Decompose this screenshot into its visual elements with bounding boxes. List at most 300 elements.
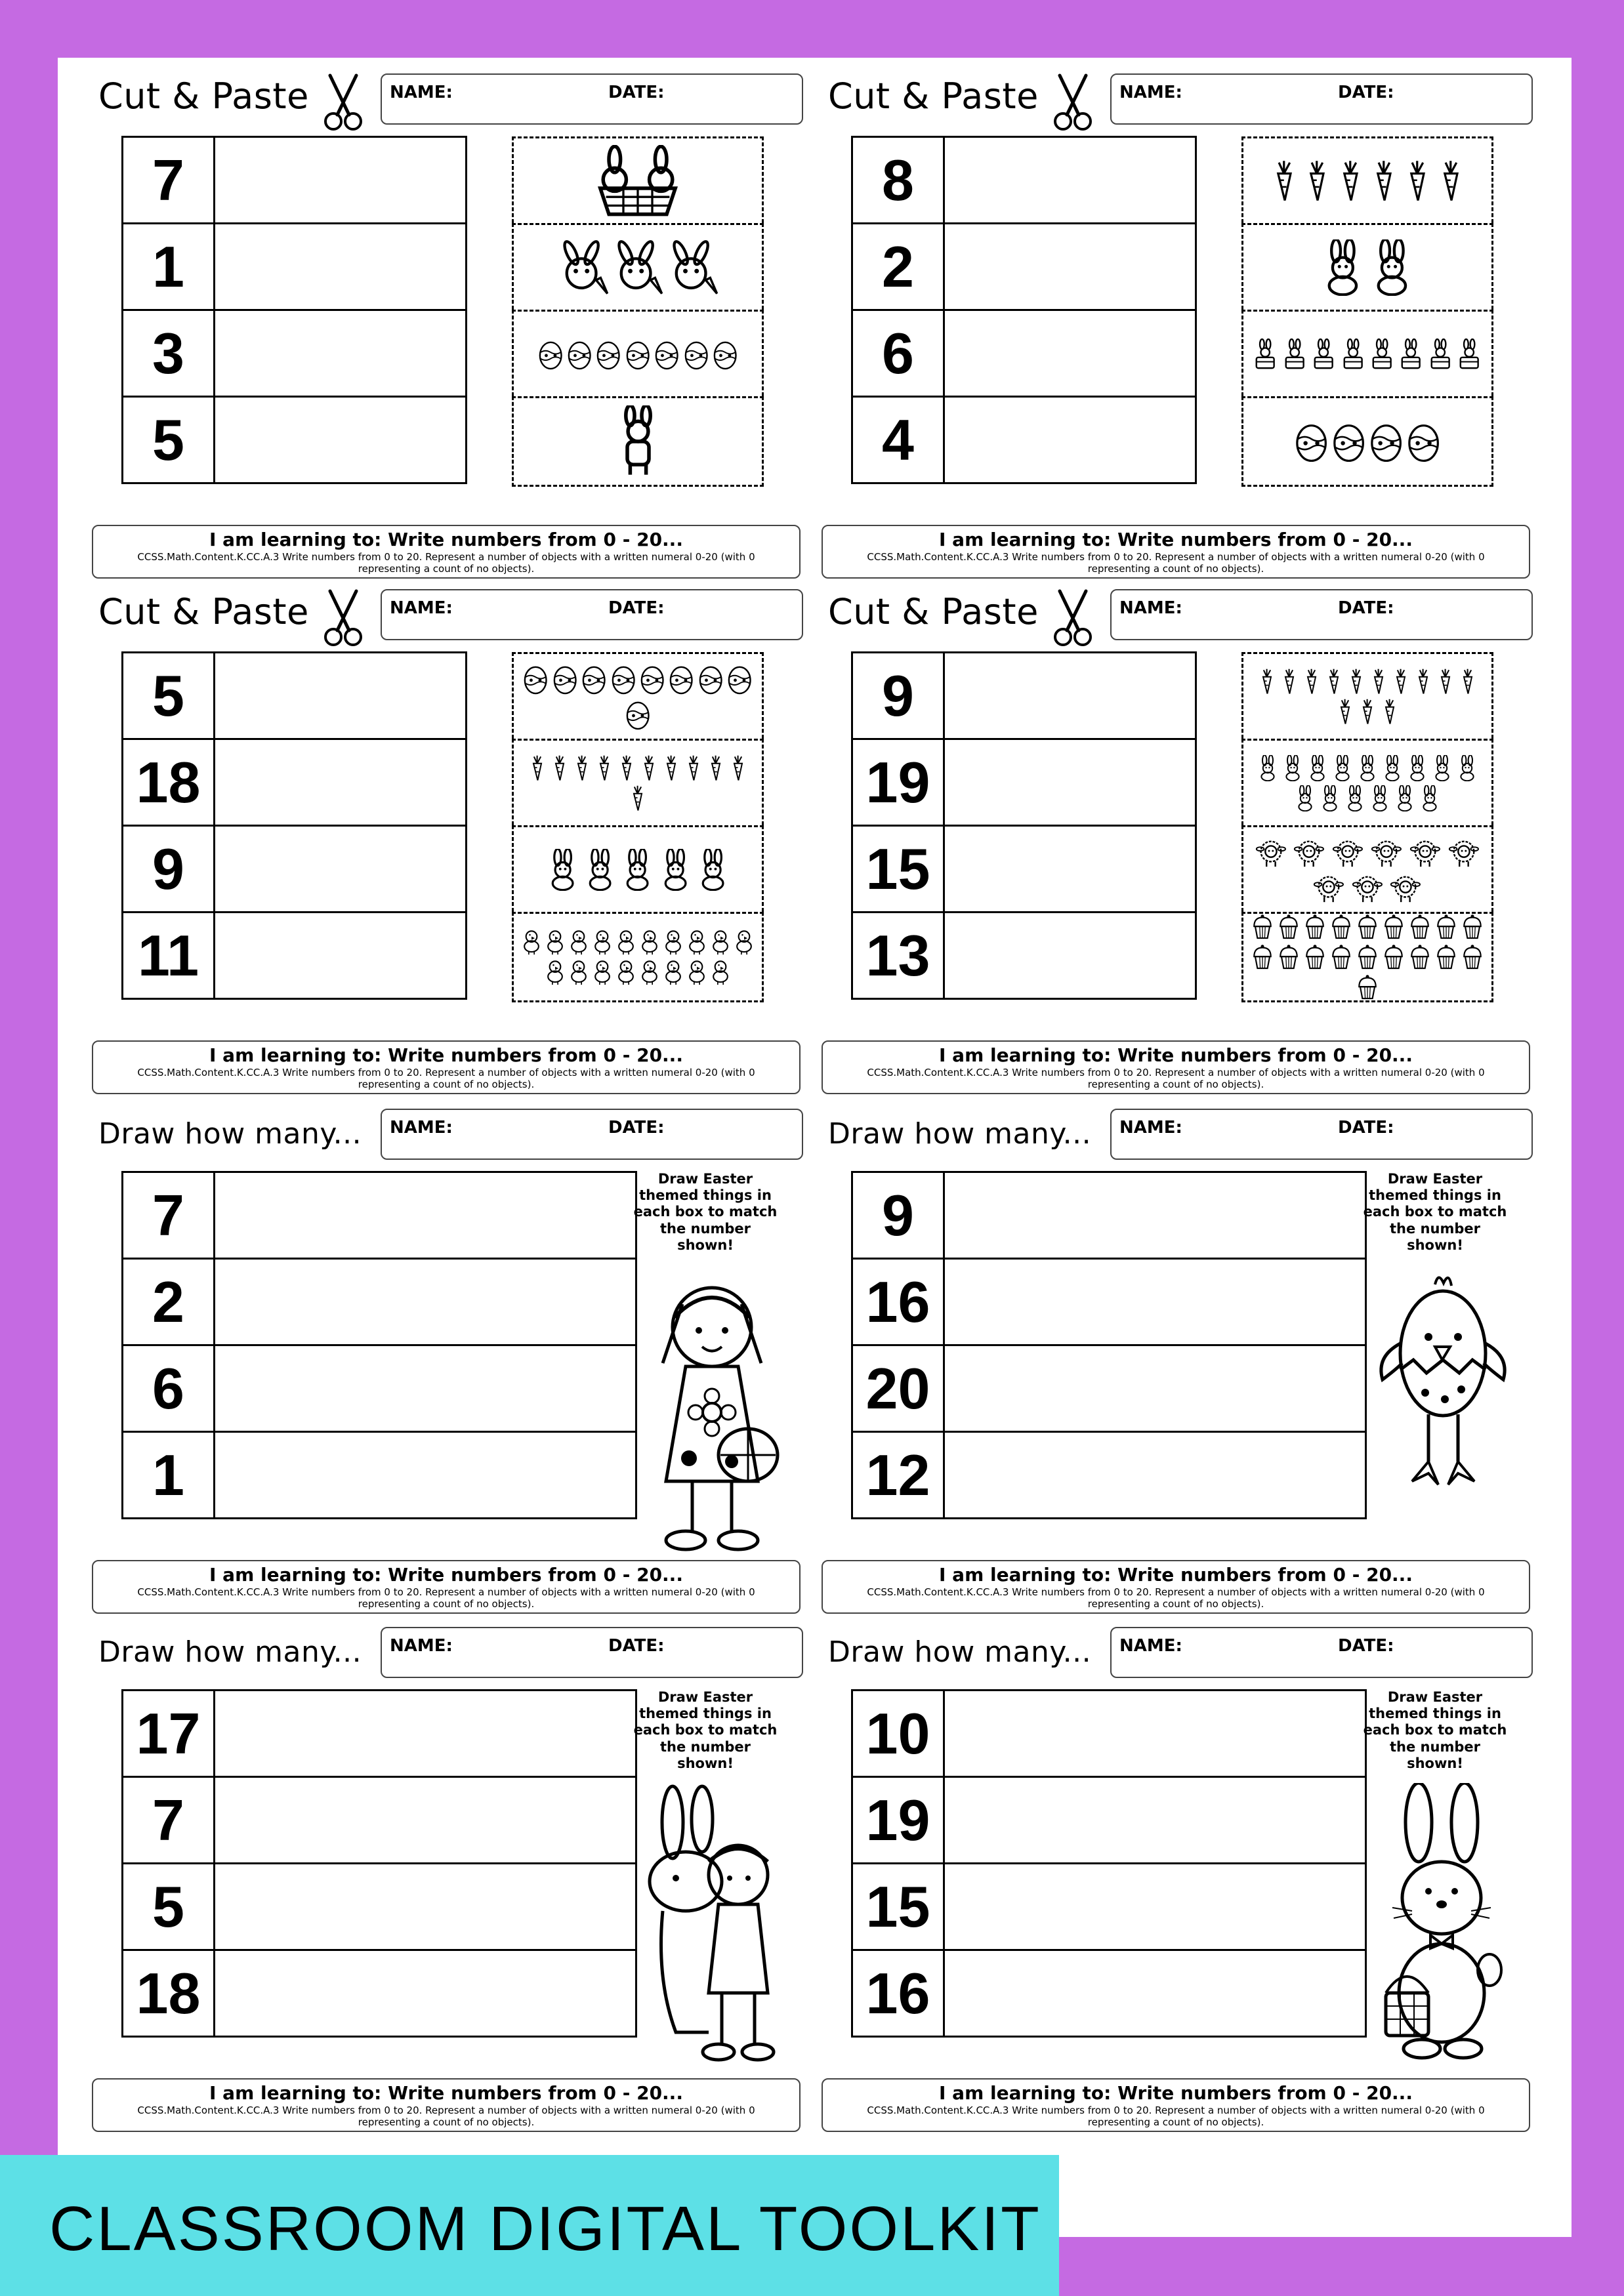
chick-icon: [522, 929, 541, 955]
draw-box[interactable]: [215, 1777, 636, 1864]
learning-goal-box: [822, 525, 1530, 579]
cut-paste-worksheet: [789, 59, 1518, 577]
draw-box[interactable]: [944, 1950, 1366, 2037]
draw-box[interactable]: [215, 1259, 636, 1345]
learning-goal-title: I am learning to: Write numbers from 0 - 20...: [939, 1044, 1413, 1066]
cutout-column: [1241, 136, 1493, 487]
cupcake-icon: [1383, 944, 1405, 970]
carrot-icon: [1358, 699, 1377, 725]
name-label: NAME:: [1119, 83, 1182, 102]
number-cell: 13: [852, 912, 944, 999]
carrot-icon: [1414, 668, 1432, 695]
easter-egg-icon: [698, 663, 723, 695]
draw-box[interactable]: [944, 1777, 1366, 1864]
lamb-icon: [1254, 836, 1289, 868]
paste-box[interactable]: [944, 826, 1196, 912]
paste-box[interactable]: [944, 310, 1196, 397]
number-cell: 5: [123, 397, 215, 483]
bunny-icon: [546, 849, 579, 891]
bunny-basket-icon: [580, 145, 696, 217]
name-label: NAME:: [390, 598, 453, 618]
bunny-cake-icon: [1253, 338, 1278, 370]
worksheet-title: Draw how many...: [828, 1635, 1092, 1669]
carrot-icon: [640, 755, 658, 781]
bunny-carrot-icon: [558, 239, 608, 296]
learning-goal-title: I am learning to: Write numbers from 0 - 20...: [939, 529, 1413, 550]
draw-how-many-worksheet: [789, 1094, 1518, 1612]
name-date-box: [381, 73, 803, 125]
draw-box[interactable]: [215, 1432, 636, 1519]
number-cell: 18: [123, 1950, 215, 2037]
carrot-icon: [1347, 668, 1365, 695]
cupcake-icon: [1356, 944, 1379, 970]
cut-paste-worksheet: [59, 575, 789, 1093]
number-cell: 17: [123, 1691, 215, 1777]
learning-goal-title: I am learning to: Write numbers from 0 - 20...: [209, 2082, 683, 2104]
number-cell: 11: [123, 912, 215, 999]
table-row: [852, 310, 1196, 397]
paste-box[interactable]: [215, 224, 467, 310]
table-row: [123, 826, 467, 912]
carrot-icon: [1369, 668, 1388, 695]
carrot-icon: [1459, 668, 1477, 695]
paste-box[interactable]: [215, 653, 467, 739]
draw-box[interactable]: [215, 1345, 636, 1432]
number-cell: 15: [852, 826, 944, 912]
carrot-icon: [662, 755, 680, 781]
name-date-box: [381, 1109, 803, 1160]
number-table: [121, 1171, 637, 1519]
number-cell: 15: [852, 1864, 944, 1950]
date-label: DATE:: [1338, 1636, 1394, 1656]
paste-box[interactable]: [215, 912, 467, 999]
learning-goal-title: I am learning to: Write numbers from 0 - 20...: [939, 2082, 1413, 2104]
carrot-icon: [1270, 160, 1299, 202]
paste-box[interactable]: [215, 739, 467, 826]
name-label: NAME:: [390, 1636, 453, 1656]
name-label: NAME:: [1119, 1636, 1182, 1656]
draw-box[interactable]: [215, 1864, 636, 1950]
scissors-icon: [1050, 69, 1096, 134]
cutout-card[interactable]: [512, 825, 764, 912]
cupcake-icon: [1278, 914, 1300, 940]
bunny-icon: [1407, 755, 1428, 781]
table-row: [852, 137, 1196, 224]
bunny-cake-icon: [1398, 338, 1423, 370]
table-row: [852, 826, 1196, 912]
chick-in-egg-icon: [1366, 1265, 1517, 1560]
chick-icon: [616, 959, 636, 985]
learning-goal-title: I am learning to: Write numbers from 0 - 20...: [209, 1564, 683, 1586]
bunny-icon: [1382, 755, 1403, 781]
standard-text: CCSS.Math.Content.K.CC.A.3 Write numbers from 0 to 20. Represent a number of objects with a written numeral 0-20 (with 0 representing a count of no objects).: [867, 2104, 1485, 2129]
bunny-icon: [659, 849, 692, 891]
paste-box[interactable]: [944, 912, 1196, 999]
carrot-icon: [629, 785, 647, 811]
cupcake-icon: [1356, 974, 1379, 1000]
easter-egg-icon: [625, 338, 650, 370]
cutout-card[interactable]: [512, 739, 764, 825]
bunny-icon: [1282, 755, 1303, 781]
number-table: [121, 1689, 637, 2038]
draw-how-many-worksheet: [59, 1612, 789, 2131]
number-cell: 5: [123, 1864, 215, 1950]
cupcake-icon: [1461, 944, 1484, 970]
bunny-icon: [1320, 239, 1365, 296]
paste-box[interactable]: [215, 137, 467, 224]
worksheet-title: Cut & Paste: [98, 75, 309, 117]
chick-icon: [640, 959, 659, 985]
number-cell: 20: [852, 1345, 944, 1432]
draw-instruction: Draw Easter themed things in each box to match the number shown!: [1363, 1171, 1507, 1253]
easter-egg-icon: [625, 699, 650, 730]
number-cell: 16: [852, 1950, 944, 2037]
date-label: DATE:: [608, 1636, 665, 1656]
bunny-icon: [1394, 785, 1415, 811]
chick-icon: [545, 929, 565, 955]
table-row: [123, 310, 467, 397]
table-row: [852, 912, 1196, 999]
number-cell: 8: [852, 137, 944, 224]
easter-egg-icon: [538, 338, 563, 370]
name-date-box: [381, 1627, 803, 1678]
name-date-box: [1110, 1627, 1533, 1678]
paste-box[interactable]: [944, 224, 1196, 310]
carrot-icon: [1392, 668, 1410, 695]
table-row: [123, 739, 467, 826]
cutout-column: [512, 136, 764, 487]
number-cell: 10: [852, 1691, 944, 1777]
lamb-icon: [1369, 836, 1404, 868]
number-table: [851, 1689, 1367, 2038]
lamb-icon: [1350, 872, 1385, 903]
carrot-icon: [707, 755, 725, 781]
learning-goal-box: [92, 1560, 801, 1614]
number-cell: 9: [123, 826, 215, 912]
cutout-column: [1241, 652, 1493, 1002]
date-label: DATE:: [1338, 1118, 1394, 1138]
standard-text: CCSS.Math.Content.K.CC.A.3 Write numbers from 0 to 20. Represent a number of objects with a written numeral 0-20 (with 0 representing a count of no objects).: [867, 550, 1485, 575]
standard-text: CCSS.Math.Content.K.CC.A.3 Write numbers from 0 to 20. Represent a number of objects with a written numeral 0-20 (with 0 representing a count of no objects).: [137, 550, 755, 575]
bunny-icon: [621, 849, 654, 891]
carrot-icon: [528, 755, 547, 781]
number-cell: 9: [852, 653, 944, 739]
number-cell: 7: [123, 137, 215, 224]
bunny-icon: [1295, 785, 1316, 811]
easter-egg-icon: [654, 338, 679, 370]
cupcake-icon: [1330, 914, 1352, 940]
chick-icon: [569, 929, 589, 955]
table-row: [852, 1691, 1366, 1777]
chick-icon: [593, 929, 612, 955]
draw-box[interactable]: [944, 1259, 1366, 1345]
easter-egg-icon: [552, 663, 577, 695]
bunny-icon: [1307, 755, 1328, 781]
cupcake-icon: [1251, 914, 1274, 940]
standard-text: CCSS.Math.Content.K.CC.A.3 Write numbers from 0 to 20. Represent a number of objects with a written numeral 0-20 (with 0 representing a count of no objects).: [137, 1066, 755, 1091]
bunny-icon: [1357, 755, 1378, 781]
bunny-icon: [1432, 755, 1453, 781]
chick-icon: [711, 929, 730, 955]
table-row: [852, 1172, 1366, 1259]
carrot-icon: [1403, 160, 1432, 202]
number-cell: 2: [852, 224, 944, 310]
paste-box[interactable]: [944, 739, 1196, 826]
table-row: [123, 137, 467, 224]
table-row: [852, 1950, 1366, 2037]
table-row: [123, 1432, 636, 1519]
learning-goal-box: [92, 1040, 801, 1094]
easter-egg-icon: [581, 663, 606, 695]
standard-text: CCSS.Math.Content.K.CC.A.3 Write numbers from 0 to 20. Represent a number of objects with a written numeral 0-20 (with 0 representing a count of no objects).: [867, 1066, 1485, 1091]
standard-text: CCSS.Math.Content.K.CC.A.3 Write numbers from 0 to 20. Represent a number of objects with a written numeral 0-20 (with 0 representing a count of no objects).: [867, 1586, 1485, 1610]
carrot-icon: [1436, 668, 1455, 695]
cutout-card[interactable]: [1241, 912, 1493, 1002]
cut-paste-worksheet: [59, 59, 789, 577]
chick-icon: [545, 959, 565, 985]
scissors-icon: [320, 69, 366, 134]
worksheet-title: Draw how many...: [98, 1117, 362, 1151]
easter-egg-icon: [640, 663, 665, 695]
number-cell: 7: [123, 1172, 215, 1259]
worksheet-title: Cut & Paste: [828, 591, 1039, 632]
chick-icon: [687, 959, 707, 985]
easter-egg-icon: [713, 338, 738, 370]
cutout-card[interactable]: [1241, 223, 1493, 310]
bunny-carrot-icon: [612, 239, 663, 296]
worksheet-title: Draw how many...: [98, 1635, 362, 1669]
cupcake-icon: [1383, 914, 1405, 940]
scissors-icon: [1050, 584, 1096, 650]
paste-box[interactable]: [215, 826, 467, 912]
table-row: [123, 1777, 636, 1864]
easter-egg-icon: [523, 663, 548, 695]
cutout-card[interactable]: [1241, 739, 1493, 825]
number-cell: 6: [852, 310, 944, 397]
carrot-icon: [1436, 160, 1466, 202]
name-date-box: [1110, 589, 1533, 640]
easter-egg-icon: [596, 338, 621, 370]
learning-goal-box: [822, 1040, 1530, 1094]
bunny-icon: [583, 849, 617, 891]
carrot-icon: [551, 755, 569, 781]
chick-icon: [616, 929, 636, 955]
carrot-icon: [1280, 668, 1299, 695]
learning-goal-box: [822, 1560, 1530, 1614]
table-row: [123, 912, 467, 999]
carrot-icon: [1258, 668, 1276, 695]
easter-egg-icon: [1369, 420, 1403, 462]
easter-egg-icon: [611, 663, 636, 695]
girl-with-basket-icon: [636, 1265, 787, 1560]
cutout-column: [512, 652, 764, 1002]
bunny-icon: [1332, 755, 1353, 781]
easter-egg-icon: [669, 663, 694, 695]
paste-box[interactable]: [215, 310, 467, 397]
table-row: [123, 1259, 636, 1345]
number-table: [851, 136, 1197, 484]
bunny-icon: [1457, 755, 1478, 781]
cutout-card[interactable]: [1241, 136, 1493, 223]
easter-egg-icon: [1407, 420, 1440, 462]
cutout-card[interactable]: [1241, 652, 1493, 739]
cupcake-icon: [1409, 914, 1431, 940]
name-label: NAME:: [1119, 1118, 1182, 1138]
carrot-icon: [1381, 699, 1399, 725]
cutout-card[interactable]: [512, 396, 764, 487]
draw-box[interactable]: [944, 1172, 1366, 1259]
learning-goal-title: I am learning to: Write numbers from 0 - 20...: [939, 1564, 1413, 1586]
paste-box[interactable]: [215, 397, 467, 483]
carrot-icon: [1325, 668, 1343, 695]
table-row: [123, 1691, 636, 1777]
number-cell: 18: [123, 739, 215, 826]
draw-box[interactable]: [215, 1172, 636, 1259]
cutout-card[interactable]: [512, 136, 764, 223]
draw-box[interactable]: [944, 1691, 1366, 1777]
cupcake-icon: [1356, 914, 1379, 940]
table-row: [852, 1864, 1366, 1950]
number-cell: 5: [123, 653, 215, 739]
draw-box[interactable]: [944, 1432, 1366, 1519]
number-cell: 19: [852, 1777, 944, 1864]
chick-icon: [663, 929, 683, 955]
carrot-icon: [573, 755, 591, 781]
table-row: [123, 1864, 636, 1950]
draw-instruction: Draw Easter themed things in each box to match the number shown!: [633, 1171, 778, 1253]
number-cell: 1: [123, 1432, 215, 1519]
paste-box[interactable]: [944, 397, 1196, 483]
easter-egg-icon: [567, 338, 592, 370]
date-label: DATE:: [608, 598, 665, 618]
lamb-icon: [1292, 836, 1327, 868]
number-cell: 9: [852, 1172, 944, 1259]
cupcake-icon: [1330, 944, 1352, 970]
learning-goal-title: I am learning to: Write numbers from 0 - 20...: [209, 529, 683, 550]
chick-icon: [593, 959, 612, 985]
chick-icon: [569, 959, 589, 985]
cupcake-icon: [1435, 914, 1457, 940]
carrot-icon: [1302, 668, 1321, 695]
bunny-cake-icon: [1311, 338, 1336, 370]
bunny-icon: [1320, 785, 1341, 811]
standard-text: CCSS.Math.Content.K.CC.A.3 Write numbers from 0 to 20. Represent a number of objects with a written numeral 0-20 (with 0 representing a count of no objects).: [137, 1586, 755, 1610]
bunny-with-basket-icon: [1366, 1783, 1517, 2078]
learning-goal-box: [92, 525, 801, 579]
cupcake-icon: [1304, 914, 1326, 940]
cutout-card[interactable]: [512, 912, 764, 1002]
lamb-icon: [1312, 872, 1346, 903]
bunny-carrot-icon: [667, 239, 718, 296]
table-row: [852, 653, 1196, 739]
cupcake-icon: [1251, 944, 1274, 970]
cupcake-icon: [1461, 914, 1484, 940]
easter-egg-icon: [684, 338, 709, 370]
easter-egg-icon: [1332, 420, 1365, 462]
learning-goal-box: [822, 2078, 1530, 2132]
carrot-icon: [1369, 160, 1399, 202]
carrot-icon: [595, 755, 614, 781]
draw-box[interactable]: [944, 1864, 1366, 1950]
draw-instruction: Draw Easter themed things in each box to match the number shown!: [633, 1689, 778, 1771]
draw-box[interactable]: [215, 1950, 636, 2037]
carrot-icon: [684, 755, 703, 781]
table-row: [123, 653, 467, 739]
bunny-cake-icon: [1369, 338, 1394, 370]
date-label: DATE:: [608, 83, 665, 102]
table-row: [123, 397, 467, 483]
worksheet-title: Cut & Paste: [828, 75, 1039, 117]
bunny-icon: [1369, 239, 1415, 296]
number-cell: 7: [123, 1777, 215, 1864]
cut-paste-worksheet: [789, 575, 1518, 1093]
number-cell: 12: [852, 1432, 944, 1519]
cutout-card[interactable]: [512, 652, 764, 739]
brand-banner-text: CLASSROOM DIGITAL TOOLKIT: [49, 2194, 1041, 2264]
draw-box[interactable]: [215, 1691, 636, 1777]
easter-egg-icon: [727, 663, 752, 695]
paste-box[interactable]: [944, 653, 1196, 739]
number-cell: 3: [123, 310, 215, 397]
table-row: [123, 224, 467, 310]
cutout-card[interactable]: [1241, 310, 1493, 396]
table-row: [852, 1259, 1366, 1345]
bunny-icon: [1369, 785, 1390, 811]
carrot-icon: [1336, 699, 1354, 725]
table-row: [852, 739, 1196, 826]
table-row: [852, 224, 1196, 310]
number-cell: 2: [123, 1259, 215, 1345]
cupcake-icon: [1304, 944, 1326, 970]
cutout-card[interactable]: [512, 223, 764, 310]
draw-box[interactable]: [944, 1345, 1366, 1432]
worksheet-page: [58, 58, 1572, 2237]
bunny-icon: [1344, 785, 1365, 811]
bunny-cake-icon: [1428, 338, 1453, 370]
scissors-icon: [320, 584, 366, 650]
carrot-icon: [1302, 160, 1332, 202]
number-table: [851, 1171, 1367, 1519]
chick-icon: [687, 929, 707, 955]
draw-instruction: Draw Easter themed things in each box to match the number shown!: [1363, 1689, 1507, 1771]
table-row: [852, 1432, 1366, 1519]
bunny-cake-icon: [1282, 338, 1307, 370]
name-label: NAME:: [390, 1118, 453, 1138]
cupcake-icon: [1409, 944, 1431, 970]
number-cell: 1: [123, 224, 215, 310]
cutout-card[interactable]: [512, 310, 764, 396]
carrot-icon: [1336, 160, 1365, 202]
paste-box[interactable]: [944, 137, 1196, 224]
table-row: [123, 1950, 636, 2037]
worksheet-title: Draw how many...: [828, 1117, 1092, 1151]
draw-how-many-worksheet: [789, 1612, 1518, 2131]
chick-icon: [640, 929, 659, 955]
number-table: [121, 651, 467, 1000]
carrot-icon: [729, 755, 747, 781]
lamb-icon: [1388, 872, 1423, 903]
name-label: NAME:: [390, 83, 453, 102]
carrot-icon: [617, 755, 636, 781]
number-cell: 4: [852, 397, 944, 483]
date-label: DATE:: [1338, 598, 1394, 618]
easter-egg-icon: [1295, 420, 1328, 462]
number-cell: 6: [123, 1345, 215, 1432]
cutout-card[interactable]: [1241, 396, 1493, 487]
cutout-card[interactable]: [1241, 825, 1493, 912]
table-row: [852, 1345, 1366, 1432]
name-date-box: [1110, 73, 1533, 125]
